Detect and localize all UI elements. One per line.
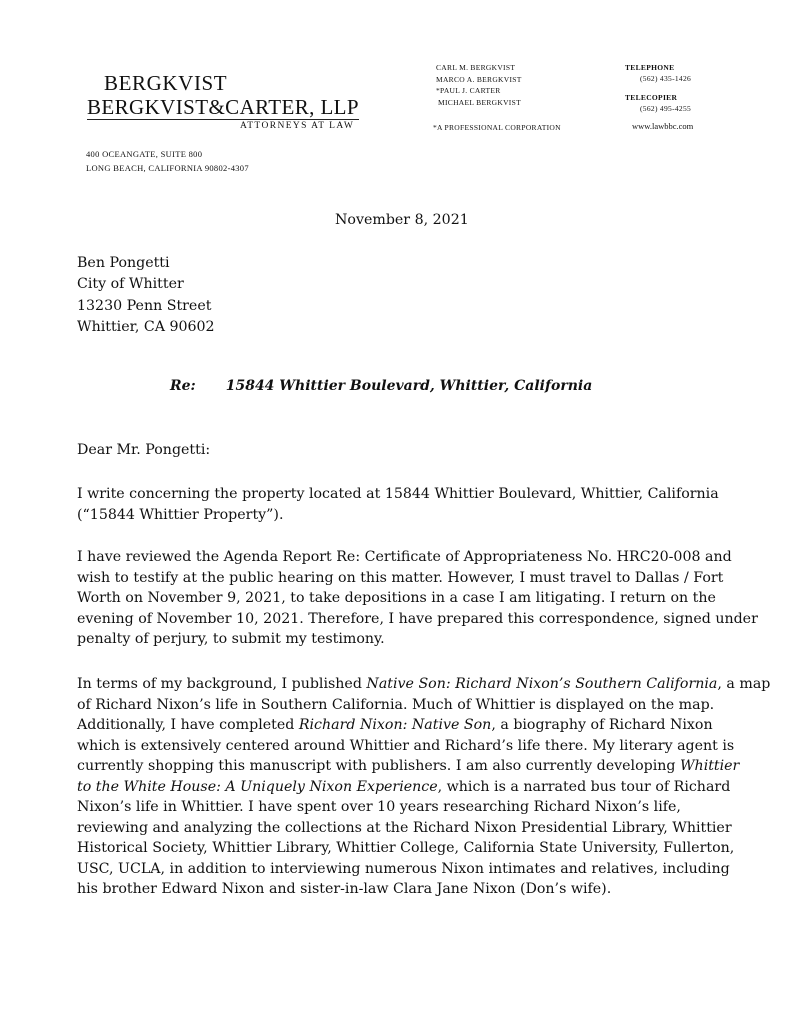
telephone-number: (562) 435-1426 bbox=[640, 74, 692, 83]
text-line bbox=[77, 777, 731, 798]
text-line: wish to testify at the public hearing on this matter. However, I must travel to Dallas / Fort bbox=[77, 569, 724, 586]
recipient-street: 13230 Penn Street bbox=[77, 297, 212, 314]
text-line: which is extensively centered around Whittier and Richard’s life there. My literary agent is bbox=[77, 737, 735, 754]
text-line: I write concerning the property located at 15844 Whittier Boulevard, Whittier, California bbox=[77, 486, 719, 502]
text-line bbox=[77, 715, 727, 736]
tour-title: Whittier bbox=[679, 758, 740, 774]
telecopier-number: (562) 495-4255 bbox=[640, 104, 692, 113]
tour-title: to the White House: A Uniquely Nixon Experience bbox=[77, 778, 438, 795]
recipient-address bbox=[77, 253, 215, 338]
telecopier-label: TELECOPIER bbox=[625, 93, 678, 102]
book-title: Richard Nixon: Native Son bbox=[298, 717, 492, 733]
salutation: Dear Mr. Pongetti: bbox=[77, 442, 211, 458]
firm-name-line1: BERGKVIST bbox=[104, 71, 228, 95]
recipient-city: Whittier, CA 90602 bbox=[77, 318, 215, 335]
telephone-label: TELEPHONE bbox=[625, 63, 675, 72]
subject-text: 15844 Whittier Boulevard, Whittier, California bbox=[225, 378, 593, 394]
partner-name: MICHAEL BERGKVIST bbox=[438, 97, 521, 107]
text-line: reviewing and analyzing the collections at the Richard Nixon Presidential Library, Whittier bbox=[77, 819, 732, 836]
paragraph-1 bbox=[77, 484, 727, 525]
letter-date: November 8, 2021 bbox=[335, 212, 469, 228]
text-run: , a map bbox=[717, 676, 771, 692]
text-line: penalty of perjury, to submit my testimony. bbox=[77, 631, 385, 647]
text-line bbox=[77, 756, 740, 777]
text-line: Nixon’s life in Whittier. I have spent over 10 years researching Richard Nixon’s life, bbox=[77, 799, 681, 815]
partner-name: *PAUL J. CARTER bbox=[436, 86, 501, 95]
text-line bbox=[77, 674, 771, 695]
subject-label: Re: bbox=[170, 378, 196, 394]
address-line-2: LONG BEACH, CALIFORNIA 90802-4307 bbox=[86, 163, 249, 173]
address-line-1: 400 OCEANGATE, SUITE 800 bbox=[86, 149, 203, 159]
text-line: Historical Society, Whittier Library, Whittier College, California State University, Fullerton, bbox=[77, 840, 735, 856]
text-run: , a biography of Richard Nixon bbox=[491, 717, 713, 733]
partner-list bbox=[436, 62, 522, 108]
paragraph-3 bbox=[77, 674, 771, 900]
subject-line bbox=[170, 378, 592, 394]
text-line: USC, UCLA, in addition to interviewing numerous Nixon intimates and relatives, including bbox=[77, 860, 730, 877]
book-title: Native Son: Richard Nixon’s Southern California bbox=[366, 676, 718, 692]
contact-block bbox=[625, 62, 691, 114]
paragraph-2 bbox=[77, 547, 758, 650]
text-run: currently shopping this manuscript with publishers. I am also currently developing bbox=[77, 758, 680, 774]
text-line: I have reviewed the Agenda Report Re: Certificate of Appropriateness No. HRC20-008 and bbox=[77, 549, 732, 565]
text-line: (“15844 Whittier Property”). bbox=[77, 506, 284, 523]
text-line: his brother Edward Nixon and sister-in-law Clara Jane Nixon (Don’s wife). bbox=[77, 881, 612, 897]
firm-name-line2: BERGKVIST&CARTER, LLP bbox=[87, 95, 359, 119]
firm-address bbox=[86, 147, 249, 175]
recipient-name: Ben Pongetti bbox=[77, 255, 170, 271]
text-run: Additionally, I have completed bbox=[77, 717, 299, 733]
text-run: , which is a narrated bus tour of Richard bbox=[437, 778, 731, 795]
partner-name: MARCO A. BERGKVIST bbox=[436, 74, 522, 84]
text-run: In terms of my background, I published bbox=[77, 676, 367, 692]
partner-name: CARL M. BERGKVIST bbox=[436, 63, 516, 72]
text-line: Worth on November 9, 2021, to take depositions in a case I am litigating. I return on the bbox=[77, 590, 716, 606]
text-line: evening of November 10, 2021. Therefore, I have prepared this correspondence, signed under bbox=[77, 610, 758, 627]
firm-tagline: ATTORNEYS AT LAW bbox=[240, 121, 355, 131]
text-line: of Richard Nixon’s life in Southern California. Much of Whittier is displayed on the map. bbox=[77, 696, 715, 713]
recipient-org: City of Whitter bbox=[77, 276, 184, 293]
website-link[interactable]: www.lawbbc.com bbox=[632, 121, 694, 131]
corporation-note: *A PROFESSIONAL CORPORATION bbox=[433, 123, 561, 132]
